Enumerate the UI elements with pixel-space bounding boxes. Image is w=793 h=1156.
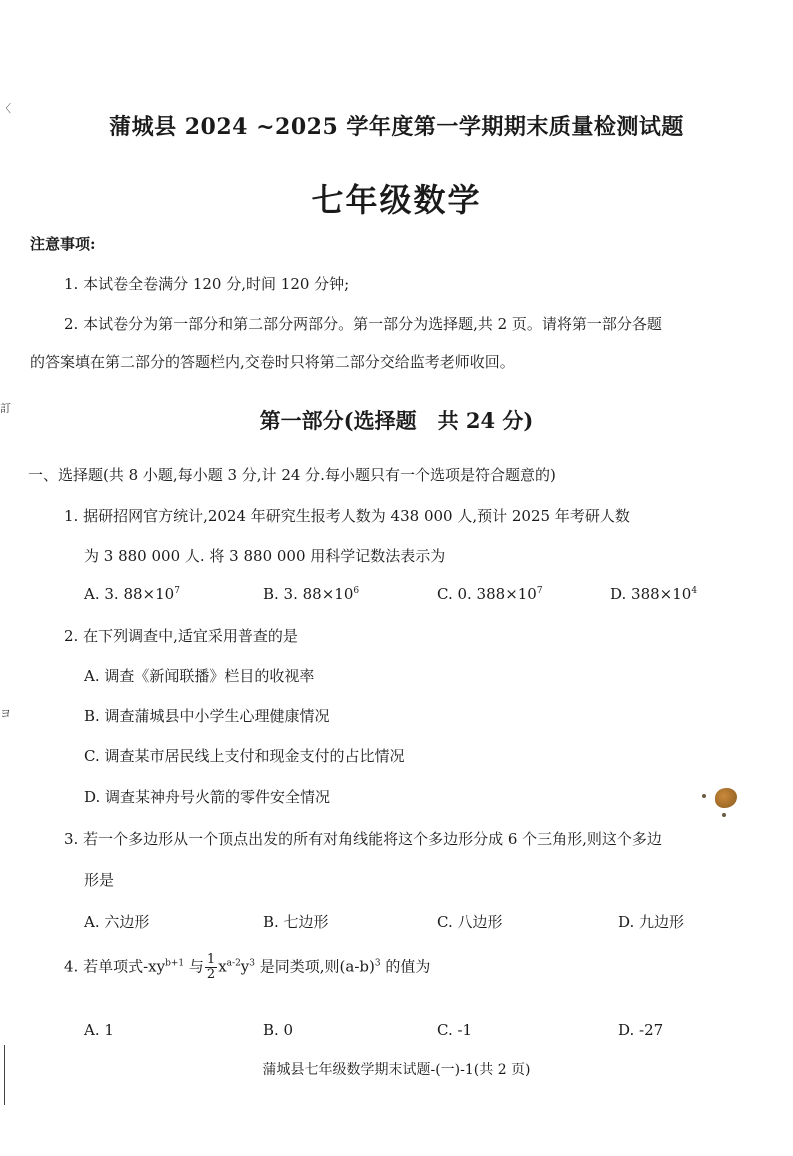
- q3-line-1: 3. 若一个多边形从一个顶点出发的所有对角线能将这个多边形分成 6 个三角形,则这个多边: [64, 830, 662, 848]
- q2-option-b: B. 调查蒲城县中小学生心理健康情况: [84, 707, 330, 725]
- part1-heading: 第一部分(选择题 共 24 分): [259, 408, 534, 433]
- margin-mark-3: ヨ: [0, 707, 11, 720]
- q1-option-b: B. 3. $88\times 10^6$: [263, 585, 360, 603]
- q1-line-1: 1. 据研招网官方统计,2024 年研究生报考人数为 438 000 人,预计 2025 年考研人数: [64, 507, 630, 525]
- notice-item-1: 1. 本试卷全卷满分 120 分,时间 120 分钟;: [64, 275, 350, 293]
- q3-option-c: C. 八边形: [437, 913, 503, 931]
- q4-option-a: A. 1: [84, 1021, 114, 1039]
- q3-option-d: D. 九边形: [618, 913, 685, 931]
- ink-dot: [722, 813, 726, 817]
- q2-stem: 2. 在下列调查中,适宜采用普查的是: [64, 627, 298, 645]
- margin-mark-2: 訂: [0, 402, 11, 415]
- ink-dot: [702, 794, 706, 798]
- ink-blot: [715, 788, 737, 808]
- q4-option-d: D. -27: [618, 1021, 664, 1039]
- q4-stem: 4. 若单项式$-xy^{b+1}$ 与 $\frac{1}{2}$ $x^{a-2}y^3$ 是同类项,则$(a-b)^3$ 的值为: [64, 952, 431, 982]
- q3-option-a: A. 六边形: [84, 913, 150, 931]
- q2-option-c: C. 调查某市居民线上支付和现金支付的占比情况: [84, 747, 405, 765]
- notice-item-2-line-2: 的答案填在第二部分的答题栏内,交卷时只将第二部分交给监考老师收回。: [30, 353, 515, 371]
- exam-title: 蒲城县 2024 ~2025 学年度第一学期期末质量检测试题: [109, 114, 684, 140]
- q1-line-2: 为 3 880 000 人. 将 3 880 000 用科学记数法表示为: [84, 547, 446, 565]
- q1-option-d: D. $388\times 10^4$: [610, 585, 698, 603]
- page-footer: 蒲城县七年级数学期末试题-(一)-1(共 2 页): [262, 1062, 531, 1078]
- q4-option-c: C. -1: [437, 1021, 473, 1039]
- q2-option-d: D. 调查某神舟号火箭的零件安全情况: [84, 788, 331, 806]
- margin-mark-1: 〈: [0, 102, 11, 115]
- fraction: $\frac{1}{2}$: [206, 952, 216, 982]
- q4-option-b: B. 0: [263, 1021, 294, 1039]
- notice-item-2-line-1: 2. 本试卷分为第一部分和第二部分两部分。第一部分为选择题,共 2 页。请将第一部分各题: [64, 315, 662, 333]
- section-heading: 一、选择题(共 8 小题,每小题 3 分,计 24 分.每小题只有一个选项是符合题意的): [28, 466, 556, 484]
- q2-option-a: A. 调查《新闻联播》栏目的收视率: [84, 667, 315, 685]
- notice-heading: 注意事项:: [30, 235, 96, 253]
- q3-line-2: 形是: [84, 871, 115, 889]
- q3-option-b: B. 七边形: [263, 913, 329, 931]
- q1-option-c: C. 0. $388\times 10^7$: [437, 585, 543, 603]
- exam-subject: 七年级数学: [311, 181, 482, 219]
- q1-option-a: A. 3. $88\times 10^7$: [84, 585, 180, 603]
